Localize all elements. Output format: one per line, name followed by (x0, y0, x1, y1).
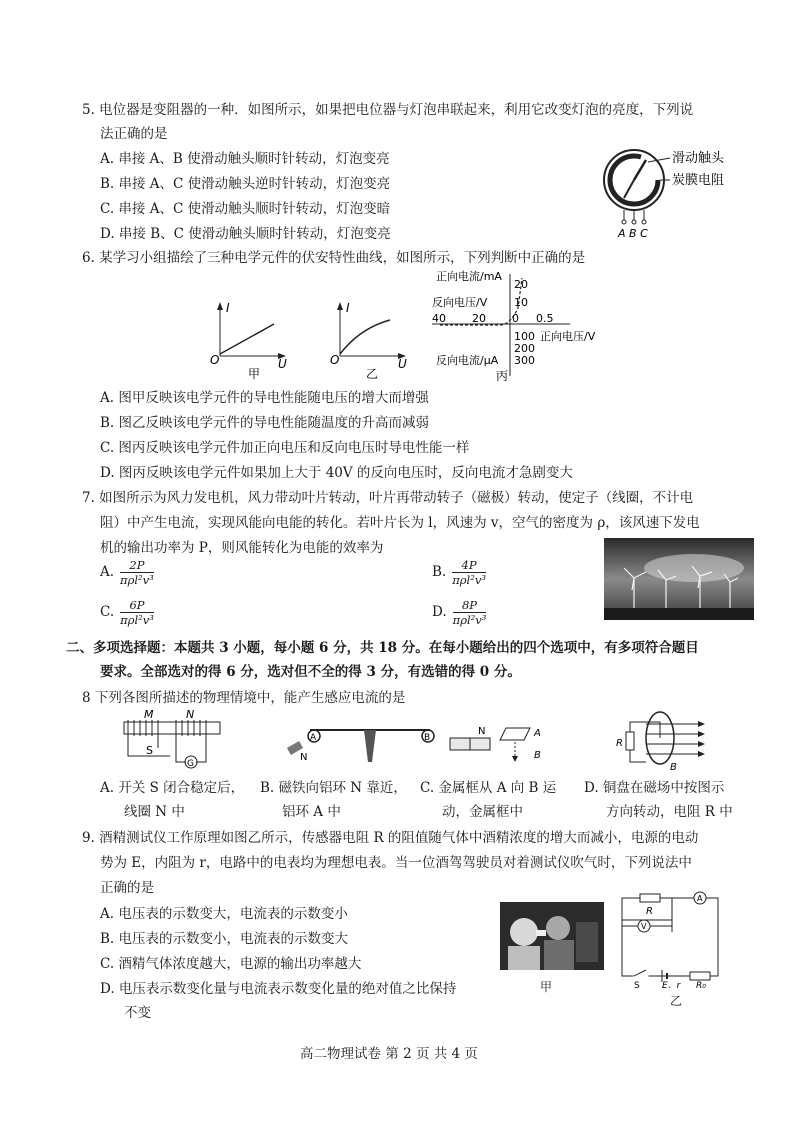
breathalyzer-photo (500, 902, 604, 970)
svg-text:U: U (278, 357, 287, 371)
q8-option-a-line1: A. 开关 S 闭合稳定后， (100, 780, 245, 796)
svg-text:I: I (226, 301, 230, 315)
svg-text:R: R (616, 738, 623, 749)
svg-text:O: O (330, 353, 340, 367)
svg-text:E、r: E、r (662, 981, 681, 988)
svg-text:B: B (424, 733, 431, 743)
q8-option-c-line2: 动，金属框中 (442, 804, 523, 820)
potentiometer-figure (598, 140, 748, 240)
alcohol-tester-circuit (612, 888, 730, 988)
q9-option-d: D. 电压表示数变化量与电流表示数变化量的绝对值之比保持 (100, 981, 457, 997)
svg-text:B: B (670, 762, 677, 773)
iv-curves-figure (200, 268, 620, 388)
q7-stem-line1: 7. 如图所示为风力发电机，风力带动叶片转动，叶片再带动转子（磁极）转动，使定子（线圈，不计电 (82, 490, 694, 506)
svg-text:A: A (310, 733, 317, 743)
q9-option-b: B. 电压表的示数变小，电流表的示数变大 (100, 931, 349, 947)
q5-option-a: A. 串接 A、B 使滑动触头顺时针转动，灯泡变亮 (100, 151, 390, 167)
label-reverse-current: 反向电流/μA (436, 354, 499, 367)
svg-text:100: 100 (514, 330, 535, 343)
q8-option-d-line2: 方向转动，电阻 R 中 (606, 804, 733, 820)
page-footer: 高二物理试卷 第 2 页 共 4 页 (300, 1046, 478, 1062)
q7-option-a: A. $\frac{2P}{\text{πρl²v³}}$ (100, 558, 154, 587)
wind-turbine-photo (604, 538, 754, 620)
svg-text:A: A (697, 894, 703, 903)
svg-text:R₀: R₀ (696, 981, 706, 988)
q9-stem-line1: 9. 酒精测试仪工作原理如图乙所示，传感器电阻 R 的阻值随气体中酒精浓度的增大而减小，电源的电动 (82, 830, 699, 846)
q5-option-d: D. 串接 B、C 使滑动触头顺时针转动，灯泡变亮 (100, 226, 391, 242)
svg-text:200: 200 (514, 342, 535, 355)
q7-stem-line3: 机的输出功率为 P，则风能转化为电能的效率为 (100, 540, 384, 556)
svg-text:G: G (187, 759, 194, 769)
q6-stem: 6. 某学习小组描绘了三种电学元件的伏安特性曲线，如图所示，下列判断中正确的是 (82, 250, 586, 266)
q5-stem-line2: 法正确的是 (100, 126, 168, 142)
q7-option-d: D. $\frac{8P}{\text{πρl²v³}}$ (432, 598, 487, 627)
q5-stem-line1: 5. 电位器是变阻器的一种．如图所示，如果把电位器与灯泡串联起来，利用它改变灯泡的亮度，下列说 (82, 102, 694, 118)
label-carbon-film: 炭膜电阻 (672, 173, 725, 188)
q9-option-c: C. 酒精气体浓度越大，电源的输出功率越大 (100, 956, 362, 972)
q7-option-b: B. $\frac{4P}{\text{πρl²v³}}$ (432, 558, 486, 587)
q9-stem-line2: 势为 E，内阻为 r，电路中的电表均为理想电表。当一位酒驾驾驶员对着测试仪吹气时，下列说法中 (100, 855, 692, 871)
label-terminals: A B C (618, 227, 648, 240)
q8-figures (110, 708, 760, 774)
svg-text:N: N (186, 708, 195, 721)
label-jia: 甲 (248, 367, 261, 381)
label-forward-current: 正向电流/mA (436, 270, 502, 283)
label-yi: 乙 (670, 994, 683, 1008)
q5-option-c: C. 串接 A、C 使滑动触头顺时针转动，灯泡变暗 (100, 201, 391, 217)
svg-text:S: S (146, 744, 153, 757)
q9-option-a: A. 电压表的示数变大，电流表的示数变小 (100, 906, 348, 922)
section2-heading-line1: 二、多项选择题：本题共 3 小题，每小题 6 分，共 18 分。在每小题给出的四个选项中，有多项符合题目 (66, 640, 699, 656)
svg-text:V: V (641, 922, 647, 931)
q7-stem-line2: 阻）中产生电流，实现风能向电能的转化。若叶片长为 l，风速为 v，空气的密度为 ρ，该风速下发电 (100, 515, 700, 531)
svg-text:O: O (210, 353, 220, 367)
svg-text:0.5: 0.5 (536, 312, 554, 325)
q6-option-d: D. 图丙反映该电学元件如果加上大于 40V 的反向电压时，反向电流才急剧变大 (100, 465, 573, 481)
svg-text:300: 300 (514, 354, 535, 367)
svg-text:M: M (144, 708, 154, 721)
q8-option-a-line2: 线圈 N 中 (124, 804, 185, 820)
q7-option-c: C. $\frac{6P}{\text{πρl²v³}}$ (100, 598, 154, 627)
label-forward-voltage: 正向电压/V (540, 330, 596, 343)
q9-stem-line3: 正确的是 (100, 880, 154, 896)
q8-option-c-line1: C. 金属框从 A 向 B 运 (420, 780, 557, 796)
svg-text:S: S (634, 981, 640, 988)
label-sliding-contact: 滑动触头 (672, 151, 725, 166)
svg-text:0: 0 (512, 312, 519, 325)
svg-text:N: N (300, 752, 308, 763)
q8-option-b-line2: 铝环 A 中 (282, 804, 341, 820)
svg-text:I: I (346, 301, 350, 315)
svg-text:R: R (646, 906, 653, 917)
q8-option-b-line1: B. 磁铁向铝环 N 靠近， (260, 780, 407, 796)
svg-text:A: A (534, 728, 541, 739)
q9-option-d-cont: 不变 (124, 1005, 151, 1021)
svg-text:N: N (478, 726, 486, 737)
q8-stem: 8 下列各图所描述的物理情境中，能产生感应电流的是 (82, 690, 406, 706)
svg-text:40: 40 (432, 312, 446, 325)
q6-option-c: C. 图丙反映该电学元件加正向电压和反向电压时导电性能一样 (100, 440, 470, 456)
q8-option-d-line1: D. 铜盘在磁场中按图示 (584, 780, 725, 796)
svg-text:20: 20 (514, 278, 528, 291)
label-jia: 甲 (540, 980, 553, 994)
label-reverse-voltage: 反向电压/V (432, 296, 488, 309)
svg-text:10: 10 (514, 296, 528, 309)
q5-option-b: B. 串接 A、C 使滑动触头逆时针转动，灯泡变亮 (100, 176, 391, 192)
q6-option-b: B. 图乙反映该电学元件的导电性能随温度的升高而减弱 (100, 415, 430, 431)
svg-text:B: B (534, 750, 541, 761)
svg-text:U: U (398, 357, 407, 371)
label-yi: 乙 (366, 367, 379, 381)
q6-option-a: A. 图甲反映该电学元件的导电性能随电压的增大而增强 (100, 390, 429, 406)
label-bing: 丙 (496, 369, 509, 383)
svg-text:20: 20 (472, 312, 486, 325)
section2-heading-line2: 要求。全部选对的得 6 分，选对但不全的得 3 分，有选错的得 0 分。 (100, 664, 521, 680)
